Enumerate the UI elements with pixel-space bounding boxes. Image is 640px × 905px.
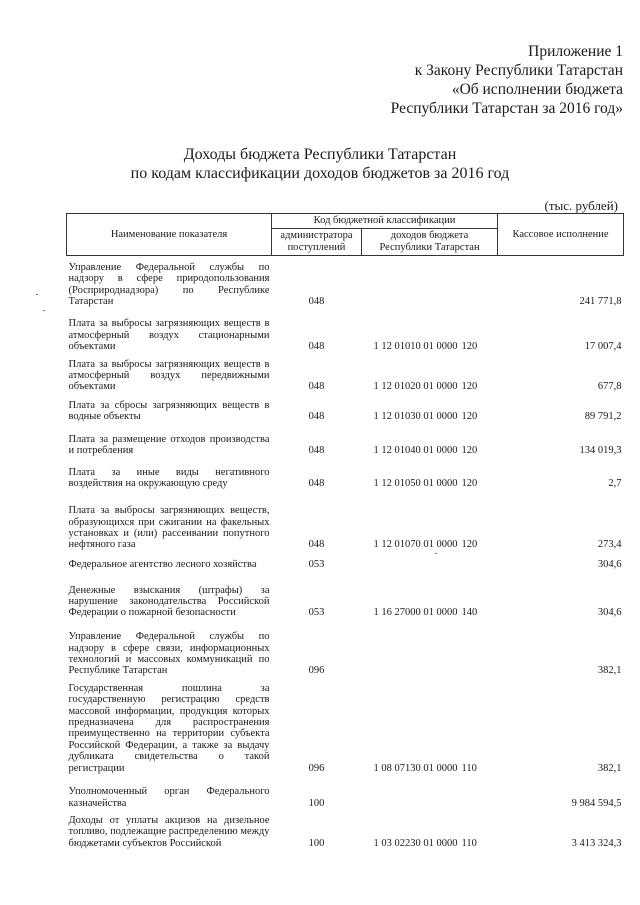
header-code-group: Код бюджетной классификации xyxy=(272,214,498,229)
table-row xyxy=(67,256,624,314)
cell-admin-code: 053 xyxy=(308,559,325,571)
appendix-line-3: «Об исполнении бюджета xyxy=(451,81,623,98)
cell-admin-code: 048 xyxy=(308,539,325,551)
cell-name: Плата за иные виды негативного воздействия на окружающую среду xyxy=(68,466,270,490)
cell-name: Плата за выбросы загрязняющих веществ в атмосферный воздух передвижными объектами xyxy=(68,358,270,393)
table-row xyxy=(67,496,624,557)
cell-amount: 677,8 xyxy=(597,381,622,393)
table-row xyxy=(67,577,624,625)
cell-amount: 17 007,4 xyxy=(584,341,622,353)
title-line-2: по кодам классификации доходов бюджетов за 2016 год xyxy=(130,165,510,182)
appendix-line-4: Республики Татарстан за 2016 год» xyxy=(390,100,623,117)
header-execution: Кассовое исполнение xyxy=(498,214,624,256)
cell-revenue-code xyxy=(362,256,460,314)
cell-amount: 273,4 xyxy=(597,539,622,551)
cell-revenue-type xyxy=(460,256,498,314)
cell-revenue-type: 120 xyxy=(461,445,478,457)
cell-name: Уполномоченный орган Федерального казначейства xyxy=(68,786,270,809)
cell-revenue-type: 120 xyxy=(461,539,478,551)
scan-mark xyxy=(36,294,38,295)
document-title xyxy=(0,145,640,183)
cell-admin-code: 096 xyxy=(308,762,325,774)
cell-revenue-type: 120 xyxy=(461,411,478,423)
header-revenue: доходов бюджета Республики Татарстан xyxy=(362,229,498,256)
table-header xyxy=(67,214,624,256)
cell-admin-code: 048 xyxy=(308,341,325,353)
appendix-line-1: Приложение 1 xyxy=(528,43,623,60)
scan-mark xyxy=(43,310,45,311)
cell-revenue-type xyxy=(460,780,498,815)
cell-revenue-code: 1 16 27000 01 0000 xyxy=(373,607,458,619)
header-name: Наименование показателя xyxy=(67,214,272,256)
cell-name: Денежные взыскания (штрафы) за нарушение законодательства Российской Федерации о пожарной безопасности xyxy=(68,584,270,619)
cell-revenue-code xyxy=(362,780,460,815)
cell-admin-code: 048 xyxy=(308,478,325,490)
appendix-header xyxy=(391,42,623,118)
cell-admin-code: 048 xyxy=(308,381,325,393)
cell-revenue-code xyxy=(362,557,460,577)
cell-revenue-type: 110 xyxy=(461,762,477,774)
cell-revenue-type: 120 xyxy=(461,478,478,490)
cell-amount: 382,1 xyxy=(597,665,622,677)
table-row xyxy=(67,557,624,577)
cell-amount: 382,1 xyxy=(597,762,622,774)
cell-amount: 241 771,8 xyxy=(579,296,622,308)
cell-amount: 89 791,2 xyxy=(584,411,622,423)
cell-admin-code: 096 xyxy=(308,665,325,677)
revenue-table xyxy=(66,213,624,855)
cell-name: Доходы от уплаты акцизов на дизельное топливо, подлежащие распределению между бюджетами субъектов Российской xyxy=(68,814,270,849)
cell-revenue-type: 120 xyxy=(461,341,478,353)
table-row xyxy=(67,429,624,463)
cell-admin-code: 053 xyxy=(308,607,325,619)
cell-revenue-code: 1 12 01040 01 0000 xyxy=(373,445,458,457)
cell-amount: 2,7 xyxy=(608,478,622,490)
cell-revenue-code: 1 12 01070 01 0000 xyxy=(373,539,458,551)
cell-name: Плата за выбросы загрязняющих веществ, образующихся при сжигании на факельных установках и (или) рассеивании попутного нефтяного газа xyxy=(68,505,270,551)
cell-revenue-code: 1 12 01020 01 0000 xyxy=(373,381,458,393)
cell-name: Плата за выбросы загрязняющих веществ в атмосферный воздух стационарными объектами xyxy=(68,318,270,353)
header-admin: администратора поступлений xyxy=(272,229,362,256)
table-row xyxy=(67,780,624,815)
cell-revenue-type: 110 xyxy=(461,837,477,849)
cell-amount: 304,6 xyxy=(597,559,622,571)
cell-name: Федеральное агентство лесного хозяйства xyxy=(68,559,257,571)
cell-revenue-code: 1 12 01030 01 0000 xyxy=(373,411,458,423)
cell-name: Государственная пошлина за государственную регистрацию средств массовой информации, продукция которых предназначена для распространения преимущественно на территории субъекта Российской Федерации, а также за выдачу дубликата свидетельства о такой регистрации xyxy=(68,682,270,774)
cell-revenue-code: 1 12 01050 01 0000 xyxy=(373,478,458,490)
cell-revenue-type xyxy=(460,625,498,683)
cell-name: Плата за сбросы загрязняющих веществ в водные объекты xyxy=(68,399,270,423)
table-row xyxy=(67,815,624,855)
units-label: (тыс. рублей) xyxy=(544,198,618,213)
cell-admin-code: 100 xyxy=(308,837,325,849)
table-body xyxy=(67,256,624,856)
cell-revenue-code: 1 03 02230 01 0000 xyxy=(373,837,458,849)
table-row xyxy=(67,314,624,359)
appendix-line-2: к Закону Республики Татарстан xyxy=(414,62,623,79)
table-row xyxy=(67,399,624,429)
cell-revenue-code: 1 08 07130 01 0000 xyxy=(373,762,458,774)
table-row xyxy=(67,625,624,683)
cell-revenue-type: 140 xyxy=(461,607,478,619)
title-line-1: Доходы бюджета Республики Татарстан xyxy=(183,146,457,163)
cell-name: Управление Федеральной службы по надзору в сфере связи, информационных технологий и массовых коммуникаций по Республике Татарстан xyxy=(68,631,270,677)
scan-mark xyxy=(435,553,437,554)
cell-revenue-code: 1 12 01010 01 0000 xyxy=(373,341,458,353)
cell-admin-code: 048 xyxy=(308,411,325,423)
cell-revenue-type xyxy=(460,557,498,577)
cell-admin-code: 048 xyxy=(308,296,325,308)
cell-amount: 304,6 xyxy=(597,607,622,619)
cell-revenue-type: 120 xyxy=(461,381,478,393)
cell-admin-code: 100 xyxy=(308,797,325,809)
table-row xyxy=(67,359,624,399)
table-row xyxy=(67,683,624,780)
cell-revenue-code xyxy=(362,625,460,683)
cell-amount: 134 019,3 xyxy=(579,445,622,457)
cell-name: Плата за размещение отходов производства и потребления xyxy=(68,433,270,457)
cell-name: Управление Федеральной службы по надзору в сфере природопользования (Росприроднадзора) по Республике Татарстан xyxy=(68,261,270,308)
cell-admin-code: 048 xyxy=(308,445,325,457)
cell-amount: 9 984 594,5 xyxy=(571,797,622,809)
cell-amount: 3 413 324,3 xyxy=(571,837,622,849)
table-row xyxy=(67,463,624,496)
